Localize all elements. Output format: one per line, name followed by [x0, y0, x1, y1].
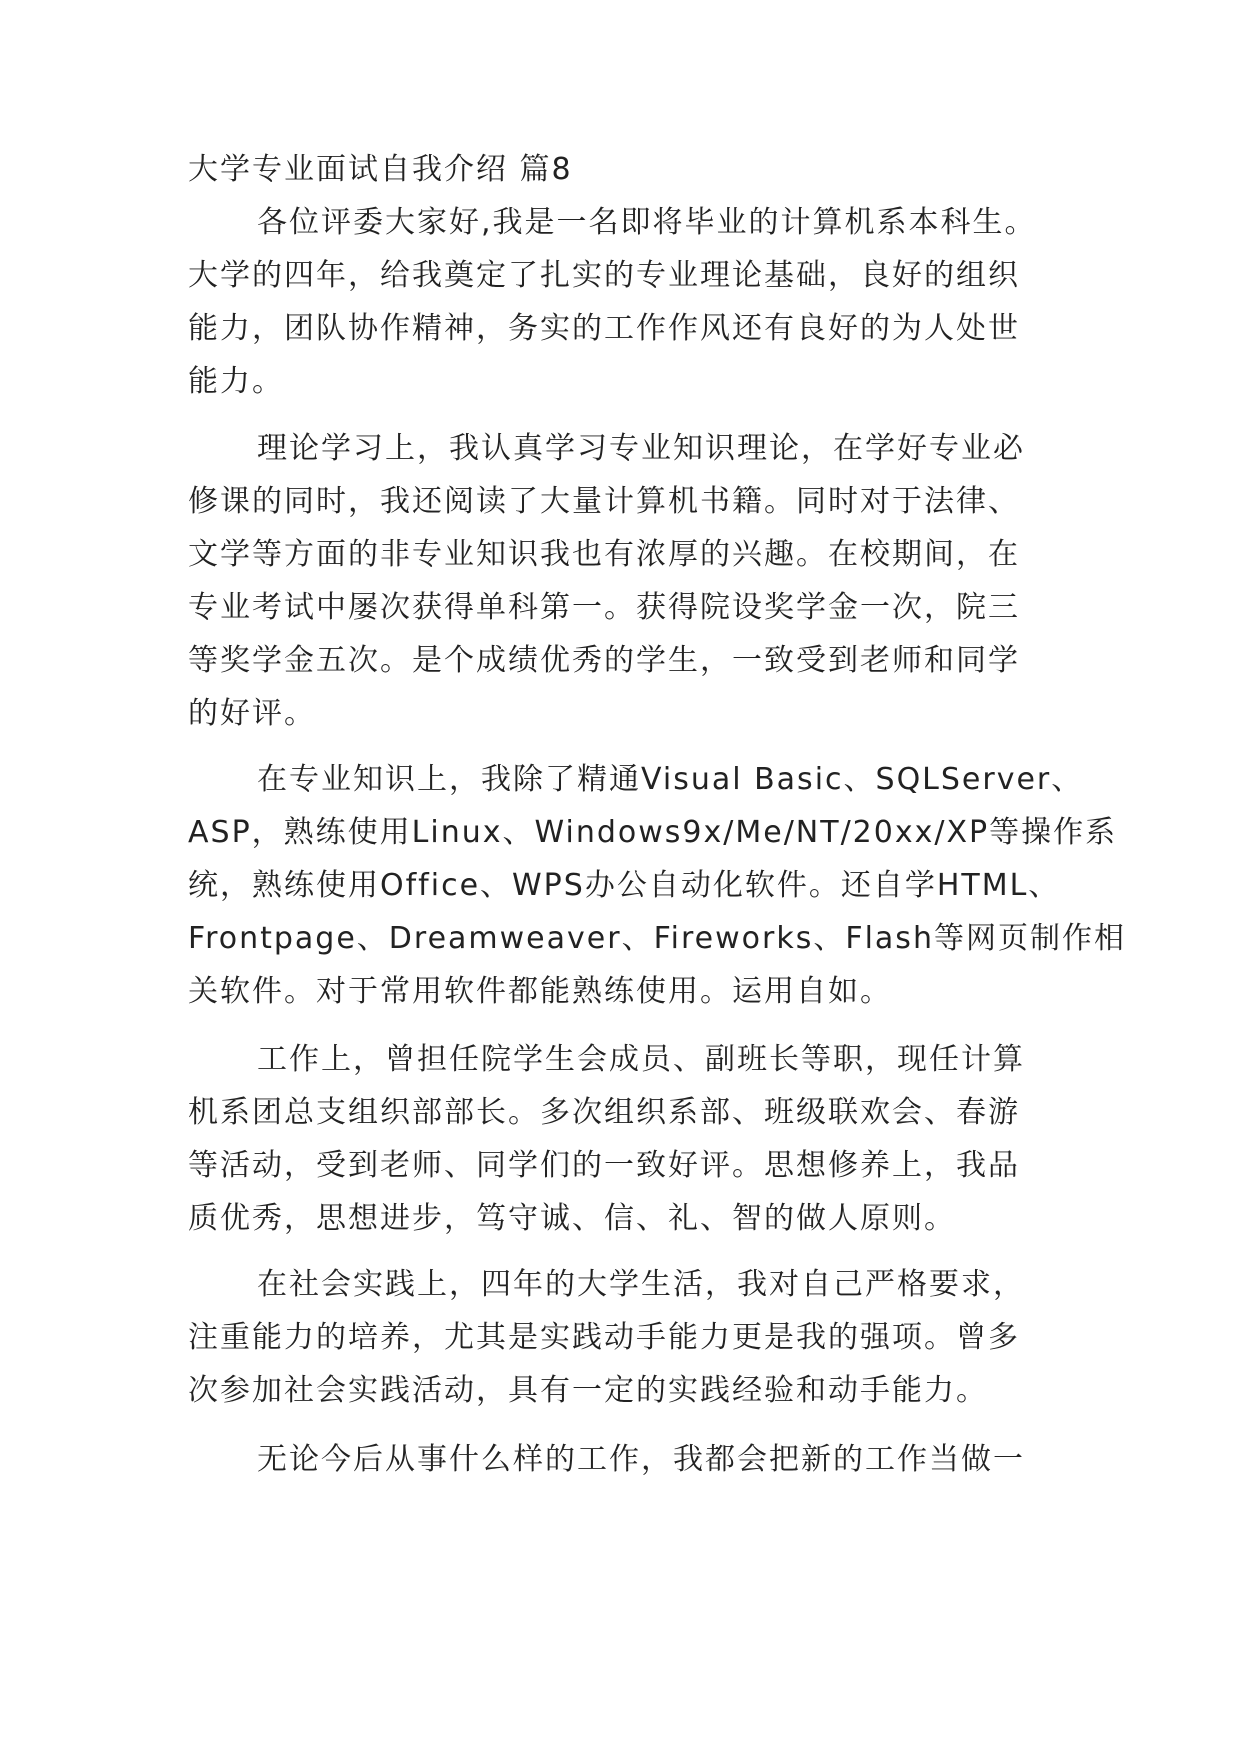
text-line: 专业考试中屡次获得单科第一。获得院设奖学金一次，院三 [188, 590, 1020, 625]
text-line: 能力，团队协作精神，务实的工作作风还有良好的为人处世 [188, 311, 1020, 346]
text-line: ASP，熟练使用Linux、Windows9x/Me/NT/20xx/XP等操作系 [188, 815, 1118, 850]
text-line: 机系团总支组织部部长。多次组织系部、班级联欢会、春游 [188, 1095, 1020, 1130]
text-line: 修课的同时，我还阅读了大量计算机书籍。同时对于法律、 [188, 484, 1020, 519]
text-line: Frontpage、Dreamweaver、Fireworks、Flash等网页制作相 [188, 921, 1126, 956]
text-line: 工作上，曾担任院学生会成员、副班长等职，现任计算 [257, 1042, 1025, 1077]
text-line: 理论学习上，我认真学习专业知识理论，在学好专业必 [257, 431, 1025, 466]
text-line: 各位评委大家好,我是一名即将毕业的计算机系本科生。 [257, 205, 1037, 240]
text-line: 在专业知识上，我除了精通Visual Basic、SQLServer、 [257, 762, 1084, 797]
text-line: 能力。 [188, 364, 284, 399]
text-line: 等奖学金五次。是个成绩优秀的学生，一致受到老师和同学 [188, 643, 1020, 678]
text-line: 文学等方面的非专业知识我也有浓厚的兴趣。在校期间，在 [188, 537, 1020, 572]
text-line: 注重能力的培养，尤其是实践动手能力更是我的强项。曾多 [188, 1320, 1020, 1355]
text-line: 大学的四年，给我奠定了扎实的专业理论基础，良好的组织 [188, 258, 1020, 293]
text-line: 在社会实践上，四年的大学生活，我对自己严格要求， [257, 1267, 1025, 1302]
text-line: 次参加社会实践活动，具有一定的实践经验和动手能力。 [188, 1373, 988, 1408]
text-line: 关软件。对于常用软件都能熟练使用。运用自如。 [188, 974, 892, 1009]
document-title: 大学专业面试自我介绍 篇8 [188, 152, 573, 187]
text-line: 的好评。 [188, 696, 316, 731]
text-line: 统，熟练使用Office、WPS办公自动化软件。还自学HTML、 [188, 868, 1061, 903]
text-line: 质优秀，思想进步，笃守诚、信、礼、智的做人原则。 [188, 1201, 956, 1236]
text-line: 等活动，受到老师、同学们的一致好评。思想修养上，我品 [188, 1148, 1020, 1183]
text-line: 无论今后从事什么样的工作，我都会把新的工作当做一 [257, 1442, 1025, 1477]
